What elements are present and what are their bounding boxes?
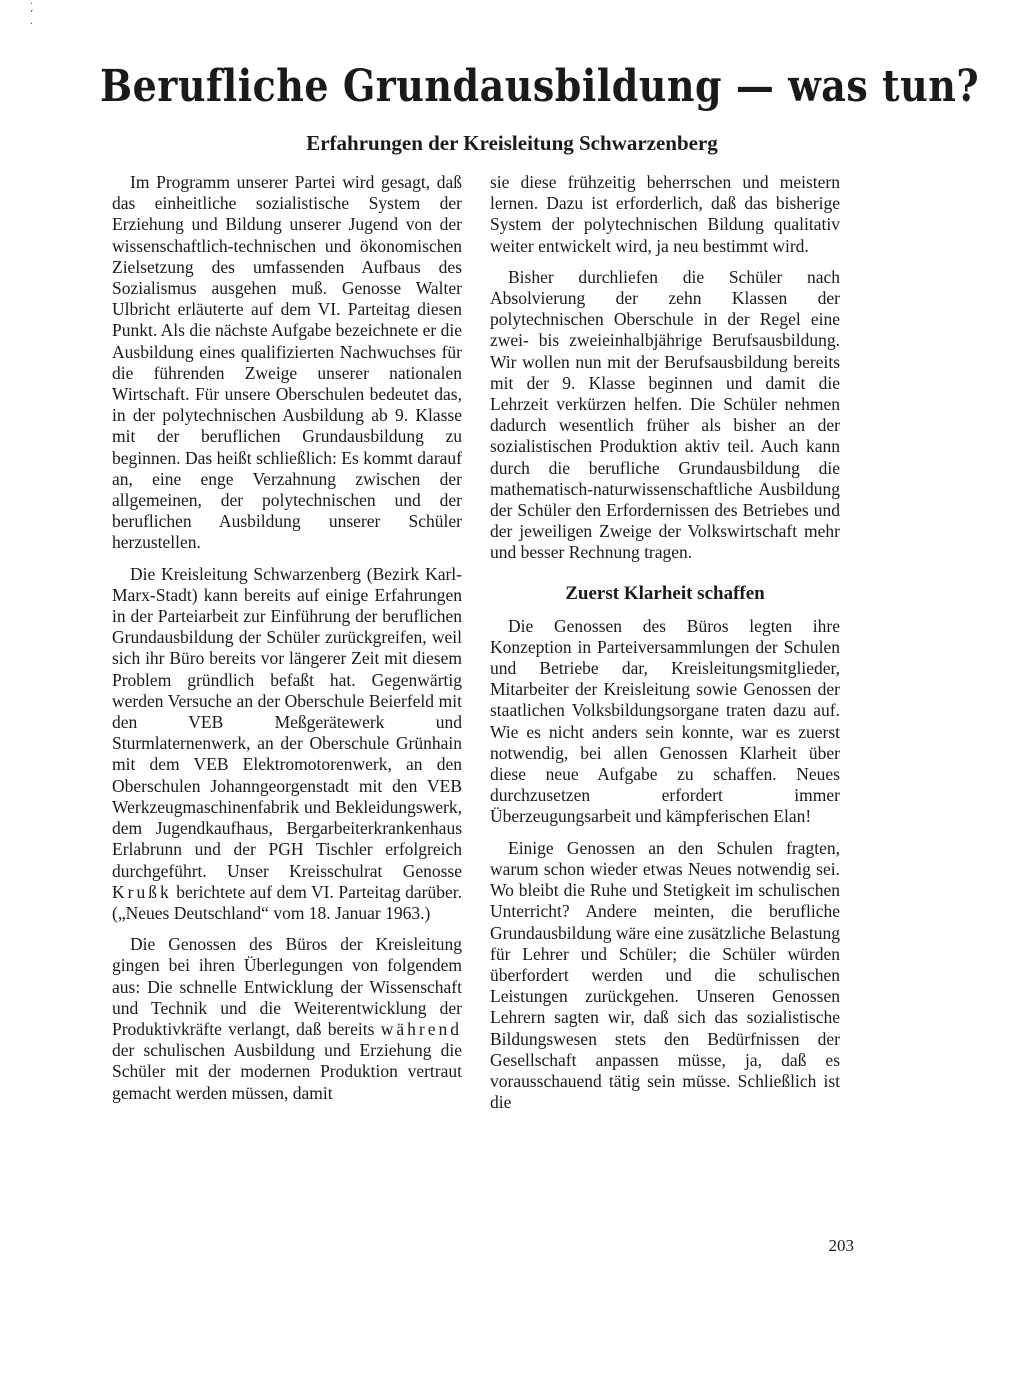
- paragraph-text: Die Kreisleitung Schwarzenberg (Bezirk Karl-Marx-Stadt) kann bereits auf einige Erfahrungen in der Parteiarbeit zur Einführung der beruflichen Grundausbildung der Schüler zurückgreifen, weil sich ihr Büro bereits vor längerer Zeit mit diesem Problem gründlich befaßt hat. Gegenwärtig werden Versuche an der Oberschule Beierfeld mit den VEB Meßgerätewerk und Sturmlaternenwerk, an der Oberschule Grünhain mit dem VEB Elektromotorenwerk, an den Oberschulen Johanngeorgenstadt mit den VEB Werkzeugmaschinenfabrik und Bekleidungswerk, dem Jugendkaufhaus, Bergarbeiterkrankenhaus Erlabrunn und der PGH Tischler erfolgreich durchgeführt. Unser Kreisschulrat Genosse: [112, 563, 462, 881]
- paragraph: Bisher durchliefen die Schüler nach Absolvierung der zehn Klassen der polytechnischen Oberschule in der Regel eine zwei- bis zweieinhalbjährige Berufsausbildung. Wir wollen nun mit der Berufsausbildung bereits mit der 9. Klasse beginnen und damit die Lehrzeit verkürzen helfen. Die Schüler nehmen dadurch wesentlich früher als bisher an der sozialistischen Produktion aktiv teil. Auch kann durch die berufliche Grundausbildung die mathematisch-naturwissenschaftliche Ausbildung der Schüler den Erfordernissen des Betriebes und der jeweiligen Zweige der Volkswirtschaft mehr und besser Rechnung tragen.: [490, 266, 840, 563]
- paragraph-text: berichtete auf dem VI. Parteitag darüber. („Neues Deutschland“ vom 18. Januar 1963.): [112, 881, 463, 923]
- emphasized-name: Krußk: [112, 881, 172, 902]
- paragraph-continued: sie diese frühzeitig beherrschen und meistern lernen. Dazu ist erforderlich, daß das bisherige System der polytechnischen Bildung qualitativ weiter entwickelt wird, ja neu bestimmt wird.: [490, 172, 840, 256]
- paragraph-text: Die Genossen des Büros der Kreisleitung gingen bei ihren Überlegungen von folgendem aus: Die schnelle Entwicklung der Wissenschaft und Technik und die Weiterentwicklung der Produktivkräfte verlangt, daß bereits: [112, 934, 462, 1039]
- emphasized-word: während: [380, 1018, 463, 1039]
- page-number: 203: [828, 1236, 854, 1255]
- article-title: Berufliche Grundausbildung — was tun?: [100, 59, 980, 112]
- paragraph: [112, 564, 462, 924]
- left-column: [112, 172, 462, 1114]
- paragraph: Einige Genossen an den Schulen fragten, warum schon wieder etwas Neues notwendig sei. Wo bleibt die Ruhe und Stetigkeit im schulischen Unterricht? Andere meinten, die berufliche Grundausbildung wäre eine zusätzliche Belastung für Lehrer und Schüler; die Schüler würden überfordert werden und die schulischen Leistungen zurückgehen. Unseren Genossen Lehrern sagten wir, daß sich das sozialistische Bildungswesen stets den Bedürfnissen der Gesellschaft anpassen müsse, ja, daß es vorausschauend tätig sein müsse. Schließlich ist die: [490, 837, 840, 1113]
- scan-speck-decoration: · ʻ ·: [30, 0, 34, 30]
- article-subtitle: Erfahrungen der Kreisleitung Schwarzenberg: [306, 131, 718, 155]
- paragraph-text: der schulischen Ausbildung und Erziehung die Schüler mit der modernen Produktion vertraut gemacht werden müssen, damit: [112, 1040, 462, 1103]
- right-column: [490, 172, 840, 1123]
- paragraph: Im Programm unserer Partei wird gesagt, daß das einheitliche sozialistische System der Erziehung und Bildung unserer Jugend von der wissenschaftlich-technischen und ökonomischen Zielsetzung des umfassenden Aufbaus des Sozialismus ausgehen muß. Genosse Walter Ulbricht erläuterte auf dem VI. Parteitag diesen Punkt. Als die nächste Aufgabe bezeichnete er die Ausbildung eines qualifizierten Nachwuchses für die führenden Zweige unserer nationalen Wirtschaft. Für unsere Oberschulen bedeutet das, in der polytechnischen Ausbildung ab 9. Klasse mit der beruflichen Grundausbildung zu beginnen. Das heißt schließlich: Es kommt darauf an, eine enge Verzahnung zwischen der allgemeinen, der polytechnischen und der beruflichen Ausbildung unserer Schüler herzustellen.: [112, 172, 462, 553]
- paragraph: [112, 934, 462, 1104]
- paragraph: Die Genossen des Büros legten ihre Konzeption in Parteiversammlungen der Schulen und Betriebe dar, Kreisleitungsmitglieder, Mitarbeiter der Kreisleitung sowie Genossen der staatlichen Volksbildungsorgane traten dazu auf. Wie es nicht anders sein konnte, war es zuerst notwendig, bei allen Genossen Klarheit über diese neue Aufgabe zu schaffen. Neues durchzusetzen erfordert immer Überzeugungsarbeit und kämpferischen Elan!: [490, 615, 840, 827]
- section-heading: Zuerst Klarheit schaffen: [565, 582, 765, 604]
